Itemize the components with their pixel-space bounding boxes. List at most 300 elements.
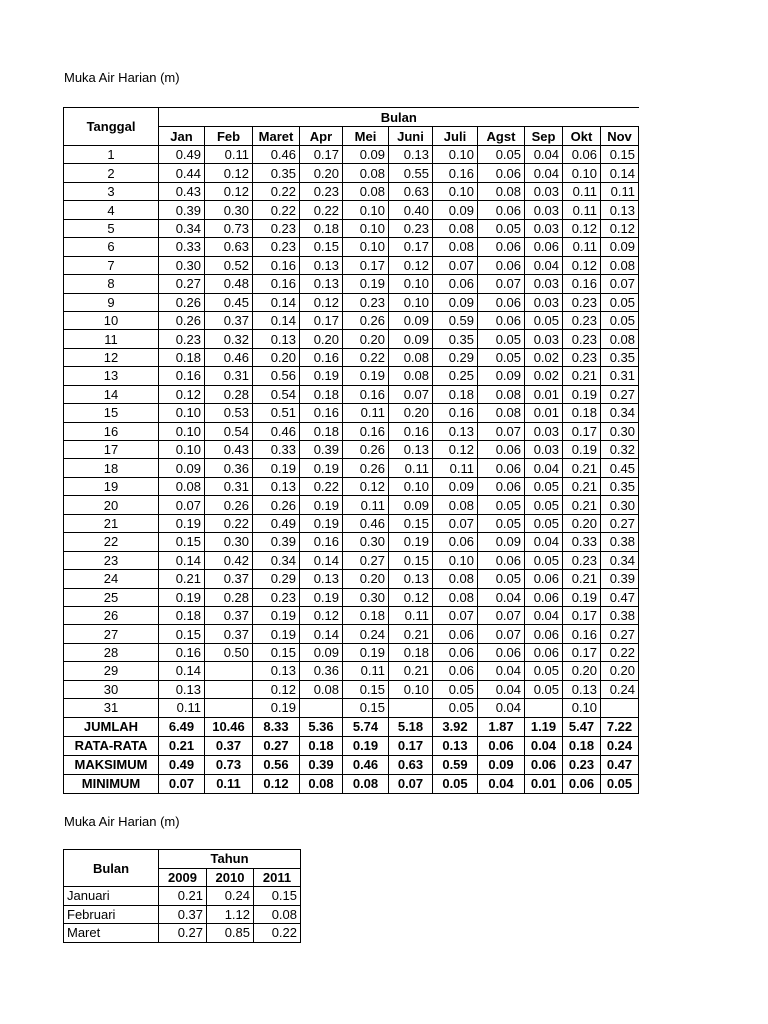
value-cell: 0.06: [433, 662, 478, 680]
value-cell: 0.03: [525, 330, 563, 348]
value-cell: 0.26: [343, 311, 389, 329]
value-cell: 0.36: [300, 662, 343, 680]
value-cell: 0.15: [254, 887, 301, 906]
table-row: [64, 625, 639, 643]
summary-value: 0.63: [389, 755, 433, 774]
table-row: [64, 606, 639, 624]
value-cell: 0.21: [563, 459, 601, 477]
value-cell: 0.29: [433, 348, 478, 366]
value-cell: 0.04: [525, 164, 563, 182]
value-cell: [205, 680, 253, 698]
value-cell: 0.10: [433, 182, 478, 200]
table-row: [64, 680, 639, 698]
table-row: [64, 404, 639, 422]
value-cell: 0.31: [205, 367, 253, 385]
value-cell: 0.01: [525, 385, 563, 403]
value-cell: 0.19: [159, 514, 205, 532]
value-cell: 0.19: [300, 588, 343, 606]
value-cell: 0.27: [601, 385, 639, 403]
value-cell: 0.05: [478, 219, 525, 237]
value-cell: 0.06: [478, 477, 525, 495]
value-cell: 0.12: [389, 256, 433, 274]
value-cell: 0.04: [525, 459, 563, 477]
summary-value: 0.04: [525, 736, 563, 755]
value-cell: 0.23: [563, 293, 601, 311]
value-cell: [525, 699, 563, 717]
value-cell: 0.63: [205, 238, 253, 256]
value-cell: 0.11: [343, 496, 389, 514]
value-cell: 0.07: [478, 606, 525, 624]
month-cell: Februari: [64, 905, 159, 924]
value-cell: 0.06: [478, 164, 525, 182]
value-cell: 0.21: [159, 887, 207, 906]
value-cell: 0.46: [343, 514, 389, 532]
summary-value: 0.49: [159, 755, 205, 774]
value-cell: 0.38: [601, 606, 639, 624]
column-header-month: Jan: [159, 127, 205, 146]
value-cell: 0.23: [563, 330, 601, 348]
value-cell: 0.35: [601, 477, 639, 495]
value-cell: 0.12: [300, 293, 343, 311]
value-cell: 0.22: [254, 924, 301, 943]
value-cell: 0.19: [343, 367, 389, 385]
summary-row: [64, 717, 639, 736]
value-cell: 0.04: [525, 533, 563, 551]
main-table-title: Muka Air Harian (m): [64, 70, 180, 85]
table-row: [64, 311, 639, 329]
value-cell: 0.16: [433, 164, 478, 182]
value-cell: 0.10: [563, 164, 601, 182]
table-row: [64, 201, 639, 219]
value-cell: 0.05: [601, 293, 639, 311]
table-row: [64, 533, 639, 551]
value-cell: 0.11: [343, 662, 389, 680]
value-cell: 0.23: [563, 311, 601, 329]
column-header-month: Maret: [253, 127, 300, 146]
value-cell: 0.33: [253, 441, 300, 459]
value-cell: 0.12: [563, 219, 601, 237]
value-cell: 0.15: [159, 533, 205, 551]
value-cell: 0.08: [254, 905, 301, 924]
value-cell: 0.20: [253, 348, 300, 366]
value-cell: 0.16: [159, 367, 205, 385]
value-cell: 0.08: [389, 367, 433, 385]
column-header-month: Okt: [563, 127, 601, 146]
summary-value: 0.08: [343, 774, 389, 793]
value-cell: 0.40: [389, 201, 433, 219]
value-cell: 0.23: [253, 238, 300, 256]
value-cell: 0.50: [205, 643, 253, 661]
value-cell: 0.39: [253, 533, 300, 551]
value-cell: 0.23: [253, 588, 300, 606]
value-cell: 0.19: [253, 459, 300, 477]
month-cell: Januari: [64, 887, 159, 906]
value-cell: 0.23: [563, 348, 601, 366]
value-cell: 0.12: [343, 477, 389, 495]
value-cell: 0.15: [159, 625, 205, 643]
value-cell: 0.09: [159, 459, 205, 477]
table-row: [64, 924, 301, 943]
value-cell: 0.09: [389, 311, 433, 329]
value-cell: 0.16: [343, 422, 389, 440]
table-row: [64, 422, 639, 440]
summary-value: 0.06: [478, 736, 525, 755]
value-cell: 0.05: [478, 146, 525, 164]
value-cell: 0.37: [159, 905, 207, 924]
table-row: [64, 219, 639, 237]
value-cell: 0.22: [253, 182, 300, 200]
summary-value: 1.87: [478, 717, 525, 736]
value-cell: 0.13: [253, 477, 300, 495]
value-cell: 0.23: [389, 219, 433, 237]
day-cell: 25: [64, 588, 159, 606]
value-cell: 0.49: [253, 514, 300, 532]
value-cell: 0.08: [433, 588, 478, 606]
day-cell: 6: [64, 238, 159, 256]
table-row: [64, 293, 639, 311]
value-cell: 0.09: [300, 643, 343, 661]
value-cell: 0.29: [253, 570, 300, 588]
value-cell: 0.13: [159, 680, 205, 698]
value-cell: 0.24: [601, 680, 639, 698]
value-cell: 0.07: [478, 422, 525, 440]
value-cell: 0.23: [253, 219, 300, 237]
value-cell: 0.11: [205, 146, 253, 164]
value-cell: 0.36: [205, 459, 253, 477]
value-cell: 0.11: [389, 606, 433, 624]
value-cell: 0.12: [253, 680, 300, 698]
day-cell: 26: [64, 606, 159, 624]
day-cell: 29: [64, 662, 159, 680]
value-cell: 0.08: [601, 330, 639, 348]
value-cell: 0.11: [563, 201, 601, 219]
value-cell: 0.26: [159, 311, 205, 329]
value-cell: 0.02: [525, 367, 563, 385]
value-cell: 0.17: [343, 256, 389, 274]
value-cell: 0.20: [300, 330, 343, 348]
day-cell: 3: [64, 182, 159, 200]
day-cell: 9: [64, 293, 159, 311]
table-row: [64, 588, 639, 606]
value-cell: 0.27: [601, 514, 639, 532]
table-row: [64, 441, 639, 459]
column-header-month: Juni: [389, 127, 433, 146]
table-row: [64, 275, 639, 293]
value-cell: 0.35: [433, 330, 478, 348]
value-cell: 0.16: [300, 404, 343, 422]
summary-value: 0.39: [300, 755, 343, 774]
value-cell: 0.06: [478, 238, 525, 256]
table-row: [64, 348, 639, 366]
value-cell: 0.31: [205, 477, 253, 495]
value-cell: 0.18: [300, 422, 343, 440]
value-cell: 0.30: [205, 533, 253, 551]
value-cell: 0.12: [159, 385, 205, 403]
value-cell: 0.05: [478, 330, 525, 348]
value-cell: 0.13: [389, 441, 433, 459]
value-cell: 0.25: [433, 367, 478, 385]
value-cell: 0.19: [159, 588, 205, 606]
value-cell: 0.48: [205, 275, 253, 293]
value-cell: 0.18: [433, 385, 478, 403]
value-cell: 0.22: [253, 201, 300, 219]
header-row-group: [64, 108, 639, 127]
summary-value: 5.36: [300, 717, 343, 736]
value-cell: 0.10: [389, 293, 433, 311]
value-cell: 0.03: [525, 422, 563, 440]
value-cell: 0.08: [300, 680, 343, 698]
value-cell: 0.06: [525, 625, 563, 643]
value-cell: 0.21: [389, 662, 433, 680]
value-cell: 0.22: [300, 201, 343, 219]
table-row: [64, 570, 639, 588]
value-cell: 0.15: [300, 238, 343, 256]
summary-value: 0.18: [300, 736, 343, 755]
value-cell: 0.52: [205, 256, 253, 274]
value-cell: 0.42: [205, 551, 253, 569]
value-cell: 0.06: [478, 293, 525, 311]
value-cell: 0.55: [389, 164, 433, 182]
value-cell: 0.12: [601, 219, 639, 237]
value-cell: 0.10: [343, 238, 389, 256]
value-cell: 0.26: [253, 496, 300, 514]
value-cell: 0.30: [159, 256, 205, 274]
value-cell: 0.27: [159, 924, 207, 943]
value-cell: 0.09: [389, 496, 433, 514]
value-cell: 0.32: [601, 441, 639, 459]
value-cell: 0.08: [159, 477, 205, 495]
value-cell: 0.03: [525, 219, 563, 237]
value-cell: 0.33: [159, 238, 205, 256]
summary-value: 0.73: [205, 755, 253, 774]
summary-value: 0.17: [389, 736, 433, 755]
value-cell: 0.23: [159, 330, 205, 348]
day-cell: 2: [64, 164, 159, 182]
value-cell: 0.30: [343, 588, 389, 606]
value-cell: 0.27: [159, 275, 205, 293]
day-cell: 22: [64, 533, 159, 551]
summary-value: 0.47: [601, 755, 639, 774]
value-cell: 0.20: [563, 514, 601, 532]
summary-value: 0.06: [525, 755, 563, 774]
value-cell: 0.03: [525, 201, 563, 219]
value-cell: 1.12: [207, 905, 254, 924]
value-cell: 0.10: [159, 441, 205, 459]
column-header-year: 2009: [159, 868, 207, 887]
summary-value: 0.12: [253, 774, 300, 793]
summary-value: 10.46: [205, 717, 253, 736]
summary-value: 0.19: [343, 736, 389, 755]
value-cell: 0.28: [205, 588, 253, 606]
value-cell: 0.10: [389, 680, 433, 698]
day-cell: 1: [64, 146, 159, 164]
value-cell: 0.46: [253, 146, 300, 164]
day-cell: 10: [64, 311, 159, 329]
value-cell: 0.17: [563, 422, 601, 440]
value-cell: 0.22: [300, 477, 343, 495]
value-cell: 0.54: [253, 385, 300, 403]
value-cell: 0.47: [601, 588, 639, 606]
summary-value: 0.23: [563, 755, 601, 774]
value-cell: 0.07: [478, 625, 525, 643]
value-cell: 0.19: [300, 514, 343, 532]
value-cell: 0.06: [525, 643, 563, 661]
summary-value: 0.27: [253, 736, 300, 755]
value-cell: 0.04: [525, 606, 563, 624]
table-row: [64, 256, 639, 274]
value-cell: [205, 699, 253, 717]
day-cell: 21: [64, 514, 159, 532]
value-cell: 0.09: [343, 146, 389, 164]
value-cell: 0.49: [159, 146, 205, 164]
summary-label: MAKSIMUM: [64, 755, 159, 774]
value-cell: 0.17: [300, 146, 343, 164]
value-cell: 0.19: [300, 496, 343, 514]
table-row: [64, 643, 639, 661]
value-cell: 0.15: [601, 146, 639, 164]
summary-row: [64, 755, 639, 774]
value-cell: 0.18: [563, 404, 601, 422]
summary-value: 6.49: [159, 717, 205, 736]
value-cell: 0.19: [300, 367, 343, 385]
value-cell: 0.34: [601, 551, 639, 569]
summary-row: [64, 736, 639, 755]
value-cell: 0.17: [563, 643, 601, 661]
value-cell: 0.08: [433, 570, 478, 588]
value-cell: 0.07: [433, 514, 478, 532]
day-cell: 13: [64, 367, 159, 385]
value-cell: 0.39: [300, 441, 343, 459]
value-cell: 0.14: [159, 662, 205, 680]
value-cell: 0.20: [343, 570, 389, 588]
value-cell: 0.35: [253, 164, 300, 182]
value-cell: 0.08: [478, 182, 525, 200]
summary-value: 1.19: [525, 717, 563, 736]
value-cell: 0.01: [525, 404, 563, 422]
value-cell: 0.07: [433, 606, 478, 624]
day-cell: 18: [64, 459, 159, 477]
value-cell: 0.06: [563, 146, 601, 164]
day-cell: 7: [64, 256, 159, 274]
summary-value: 0.13: [433, 736, 478, 755]
summary-value: 0.46: [343, 755, 389, 774]
day-cell: 17: [64, 441, 159, 459]
value-cell: 0.15: [389, 514, 433, 532]
value-cell: 0.16: [389, 422, 433, 440]
value-cell: 0.54: [205, 422, 253, 440]
value-cell: 0.08: [478, 385, 525, 403]
summary-value: 0.05: [433, 774, 478, 793]
value-cell: 0.17: [389, 238, 433, 256]
value-cell: 0.06: [433, 533, 478, 551]
value-cell: 0.23: [563, 551, 601, 569]
value-cell: 0.10: [433, 146, 478, 164]
value-cell: 0.11: [563, 238, 601, 256]
column-header-month: Feb: [205, 127, 253, 146]
column-group-bulan: Bulan: [159, 108, 639, 127]
column-header-month: Mei: [343, 127, 389, 146]
value-cell: 0.19: [563, 588, 601, 606]
column-header-month: Agst: [478, 127, 525, 146]
value-cell: 0.24: [343, 625, 389, 643]
summary-value: 3.92: [433, 717, 478, 736]
day-cell: 19: [64, 477, 159, 495]
table-row: [64, 699, 639, 717]
value-cell: 0.20: [601, 662, 639, 680]
value-cell: 0.13: [300, 275, 343, 293]
value-cell: 0.16: [563, 625, 601, 643]
summary-value: 0.24: [601, 736, 639, 755]
value-cell: 0.07: [478, 275, 525, 293]
summary-value: 0.21: [159, 736, 205, 755]
value-cell: 0.13: [253, 662, 300, 680]
value-cell: 0.13: [601, 201, 639, 219]
table-row: [64, 330, 639, 348]
summary-table-title: Muka Air Harian (m): [64, 814, 180, 829]
value-cell: 0.19: [563, 385, 601, 403]
value-cell: 0.31: [601, 367, 639, 385]
value-cell: 0.06: [433, 275, 478, 293]
value-cell: 0.11: [563, 182, 601, 200]
value-cell: 0.09: [433, 293, 478, 311]
value-cell: 0.20: [343, 330, 389, 348]
value-cell: 0.21: [563, 367, 601, 385]
value-cell: 0.06: [525, 588, 563, 606]
summary-label: RATA-RATA: [64, 736, 159, 755]
value-cell: 0.24: [207, 887, 254, 906]
value-cell: 0.10: [389, 477, 433, 495]
value-cell: 0.11: [433, 459, 478, 477]
column-header-tanggal: Tanggal: [64, 108, 159, 146]
table-row: [64, 385, 639, 403]
column-header-month: Juli: [433, 127, 478, 146]
value-cell: 0.21: [563, 477, 601, 495]
value-cell: 0.09: [478, 367, 525, 385]
value-cell: [389, 699, 433, 717]
value-cell: 0.43: [159, 182, 205, 200]
table-row: [64, 367, 639, 385]
day-cell: 15: [64, 404, 159, 422]
day-cell: 20: [64, 496, 159, 514]
summary-value: 5.18: [389, 717, 433, 736]
value-cell: 0.14: [300, 551, 343, 569]
value-cell: 0.16: [343, 385, 389, 403]
value-cell: 0.85: [207, 924, 254, 943]
table-row: [64, 238, 639, 256]
value-cell: 0.06: [525, 238, 563, 256]
value-cell: 0.14: [300, 625, 343, 643]
column-header-month: Nov: [601, 127, 639, 146]
value-cell: 0.13: [300, 256, 343, 274]
value-cell: 0.03: [525, 275, 563, 293]
value-cell: 0.06: [478, 551, 525, 569]
value-cell: 0.21: [563, 496, 601, 514]
value-cell: 0.15: [343, 699, 389, 717]
value-cell: 0.22: [205, 514, 253, 532]
value-cell: 0.08: [389, 348, 433, 366]
value-cell: 0.21: [563, 570, 601, 588]
value-cell: 0.07: [159, 496, 205, 514]
value-cell: 0.06: [478, 459, 525, 477]
value-cell: 0.18: [300, 219, 343, 237]
value-cell: 0.35: [601, 348, 639, 366]
value-cell: 0.44: [159, 164, 205, 182]
column-group-tahun: Tahun: [159, 850, 301, 869]
day-cell: 31: [64, 699, 159, 717]
value-cell: 0.19: [563, 441, 601, 459]
value-cell: 0.19: [253, 625, 300, 643]
summary-value: 0.05: [601, 774, 639, 793]
